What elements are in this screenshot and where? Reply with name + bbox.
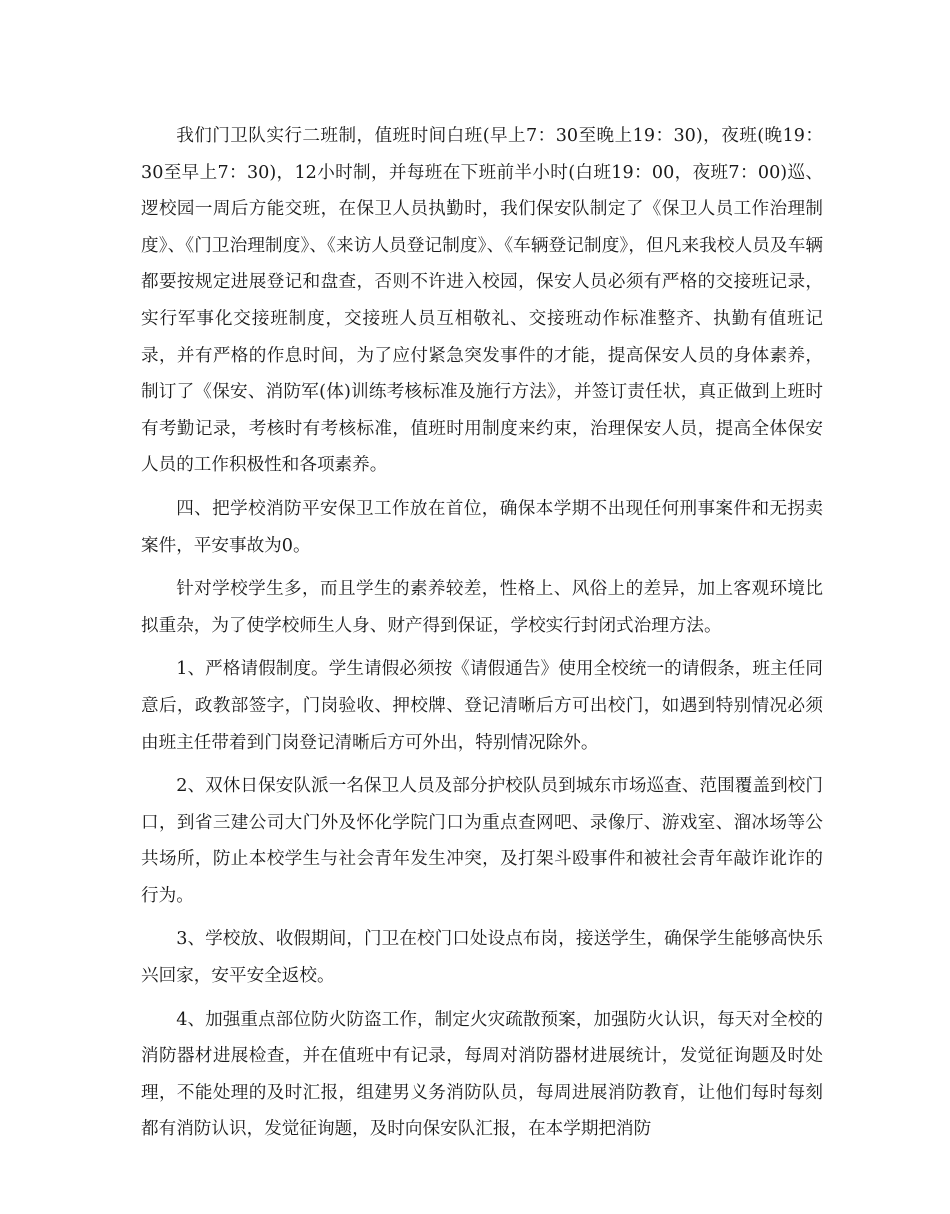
paragraph-shift-system: 我们门卫队实行二班制，值班时间白班(早上7：30至晚上19：30)，夜班(晚19：30至早上7：30)，12小时制，并每班在下班前半小时(白班19：00，夜班7：00)巡、逻校园一周后方能交班，在保卫人员执勤时，我们保安队制定了《保卫人员工作治理制度》、《门卫治理制度》、《来访人员登记制度》、《车辆登记制度》，但凡来我校人员及车辆都要按规定进展登记和盘查，否则不许进入校园，保安人员必须有严格的交接班记录，实行军事化交接班制度，交接班人员互相敬礼、交接班动作标准整齐、执勤有值班记录，并有严格的作息时间，为了应付紧急突发事件的才能，提高保安人员的身体素养，制订了《保安、消防军(体)训练考核标准及施行方法》，并签订责任状，真正做到上班时有考勤记录，考核时有考核标准，值班时用制度来约束，治理保安人员，提高全体保安人员的工作积极性和各项素养。	[141, 126, 823, 476]
paragraph-item-leave-system: 1、严格请假制度。学生请假必须按《请假通告》使用全校统一的请假条，班主任同意后，政教部签字，门岗验收、押校牌、登记清晰后方可出校门，如遇到特别情况必须由班主任带着到门岗登记清晰后方可外出，特别情况除外。	[141, 659, 823, 753]
paragraph-section-four-heading: 四、把学校消防平安保卫工作放在首位，确保本学期不出现任何刑事案件和无拐卖案件，平安事故为0。	[141, 498, 823, 556]
document-body	[141, 118, 823, 1148]
paragraph-item-fire-prevention: 4、加强重点部位防火防盗工作，制定火灾疏散预案，加强防火认识，每天对全校的消防器材进展检查，并在值班中有记录，每周对消防器材进展统计，发觉征询题及时处理，不能处理的及时汇报，组建男义务消防队员，每周进展消防教育，让他们每时每刻都有消防认识，发觉征询题，及时向保安队汇报，在本学期把消防	[141, 1009, 823, 1140]
paragraph-item-holiday-duty: 3、学校放、收假期间，门卫在校门口处设点布岗，接送学生，确保学生能够高快乐兴回家，安平安全返校。	[141, 929, 823, 987]
paragraph-item-weekend-patrol: 2、双休日保安队派一名保卫人员及部分护校队员到城东市场巡查、范围覆盖到校门口，到省三建公司大门外及怀化学院门口为重点查网吧、录像厅、游戏室、溜冰场等公共场所，防止本校学生与社会青年发生冲突，及打架斗殴事件和被社会青年敲诈讹诈的行为。	[141, 776, 823, 906]
paragraph-closed-management: 针对学校学生多，而且学生的素养较差，性格上、风俗上的差异，加上客观环境比拟重杂，为了使学校师生人身、财产得到保证，学校实行封闭式治理方法。	[141, 579, 823, 636]
